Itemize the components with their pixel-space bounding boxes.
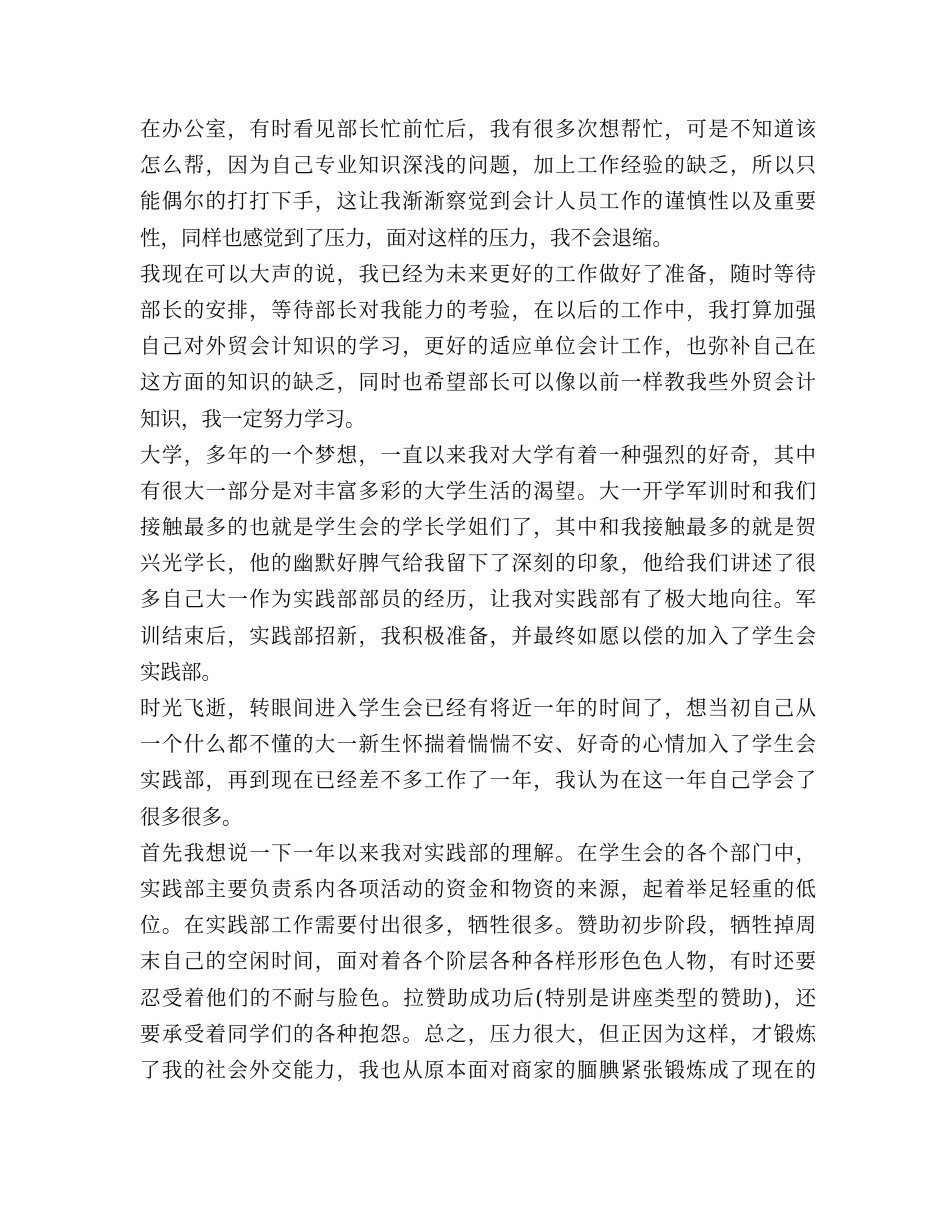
text-line: 自己对外贸会计知识的学习，更好的适应单位会计工作，也弥补自己在 — [140, 334, 816, 359]
text-line: 时光飞逝，转眼间进入学生会已经有将近一年的时间了，想当初自己从 — [140, 696, 816, 720]
text-line: 了我的社会外交能力，我也从原本面对商家的腼腆紧张锻炼成了现在的 — [140, 1057, 816, 1082]
text-line: 在办公室，有时看见部长忙前忙后，我有很多次想帮忙，可是不知道该 — [140, 117, 816, 141]
text-line: 接触最多的也就是学生会的学长学姐们了，其中和我接触最多的就是贺 — [140, 515, 816, 540]
text-line: 忍受着他们的不耐与脸色。拉赞助成功后(特别是讲座类型的赞助)，还 — [140, 985, 816, 1010]
document-page — [140, 111, 816, 1088]
text-line: 兴光学长，他的幽默好脾气给我留下了深刻的印象，他给我们讲述了很 — [140, 551, 816, 576]
text-line: 一个什么都不懂的大一新生怀揣着惴惴不安、好奇的心情加入了学生会 — [140, 732, 816, 757]
text-line: 训结束后，实践部招新，我积极准备，并最终如愿以偿的加入了学生会 — [140, 623, 816, 648]
text-line: 这方面的知识的缺乏，同时也希望部长可以像以前一样教我些外贸会计 — [140, 370, 816, 395]
text-line: 位。在实践部工作需要付出很多，牺牲很多。赞助初步阶段，牺牲掉周 — [140, 913, 816, 938]
text-line: 怎么帮，因为自己专业知识深浅的问题，加上工作经验的缺乏，所以只 — [140, 153, 816, 178]
text-line: 能偶尔的打打下手，这让我渐渐察觉到会计人员工作的谨慎性以及重要 — [140, 189, 816, 214]
text-line: 末自己的空闲时间，面对着各个阶层各种各样形形色色人物，有时还要 — [140, 949, 816, 974]
text-line: 很多很多。 — [140, 804, 243, 829]
text-line: 多自己大一作为实践部部员的经历，让我对实践部有了极大地向往。军 — [140, 587, 816, 612]
text-line: 要承受着同学们的各种抱怨。总之，压力很大，但正因为这样，才锻炼 — [140, 1021, 816, 1046]
text-line: 实践部，再到现在已经差不多工作了一年，我认为在这一年自己学会了 — [140, 768, 816, 793]
text-line: 有很大一部分是对丰富多彩的大学生活的渴望。大一开学军训时和我们 — [140, 478, 816, 503]
text-line: 大学，多年的一个梦想，一直以来我对大学有着一种强烈的好奇，其中 — [140, 442, 816, 467]
text-line: 部长的安排，等待部长对我能力的考验，在以后的工作中，我打算加强 — [140, 297, 816, 322]
text-line: 性，同样也感觉到了压力，面对这样的压力，我不会退缩。 — [140, 225, 673, 250]
text-line: 实践部。 — [140, 659, 222, 684]
text-line: 我现在可以大声的说，我已经为未来更好的工作做好了准备，随时等待 — [140, 261, 816, 286]
text-line: 知识，我一定努力学习。 — [140, 406, 366, 431]
text-line: 首先我想说一下一年以来我对实践部的理解。在学生会的各个部门中， — [140, 840, 816, 865]
text-line: 实践部主要负责系内各项活动的资金和物资的来源，起着举足轻重的低 — [140, 876, 816, 901]
